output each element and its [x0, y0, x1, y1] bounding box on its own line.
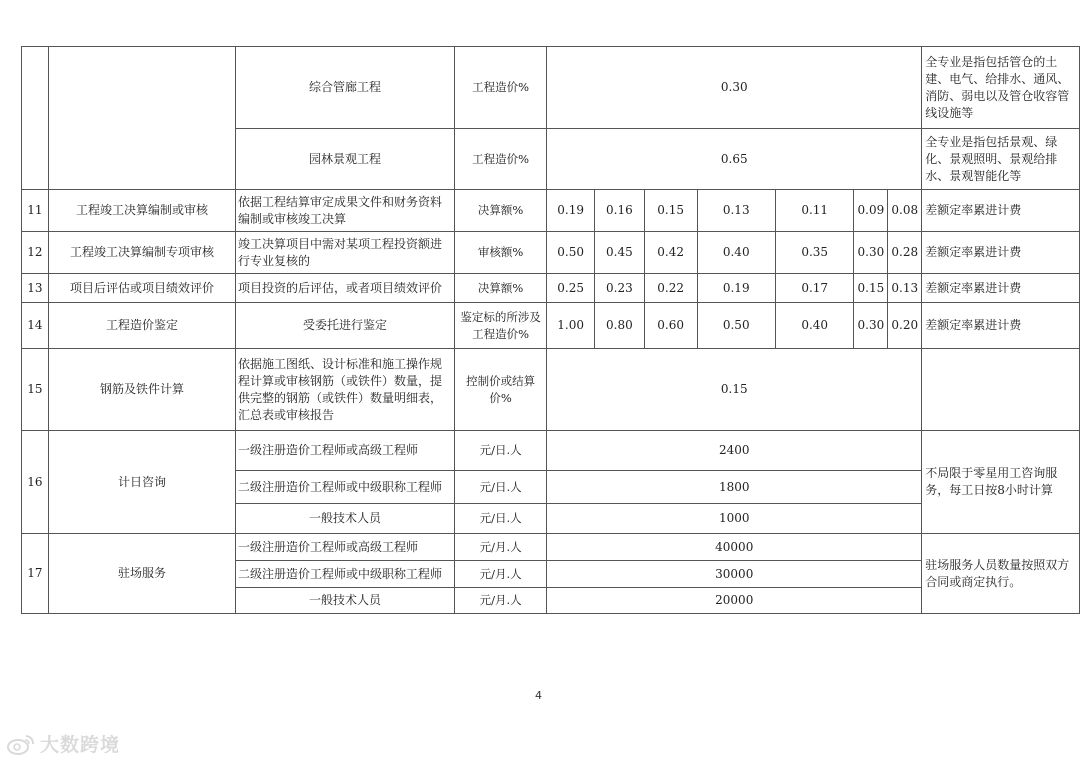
- seq-cell: 15: [22, 349, 49, 431]
- rate-cell: 0.09: [854, 190, 888, 232]
- unit-cell: 审核额%: [454, 232, 546, 274]
- rate-cell: 0.17: [775, 274, 853, 303]
- watermark-text: 大数跨境: [40, 734, 121, 756]
- unit-cell: 元/日.人: [454, 431, 546, 471]
- item-desc-cell: 一般技术人员: [236, 588, 455, 614]
- rate-cell: 0.08: [888, 190, 922, 232]
- seq-cell: 13: [22, 274, 49, 303]
- rate-cell: 0.40: [775, 303, 853, 349]
- unit-cell: 元/月.人: [454, 588, 546, 614]
- seq-cell: 14: [22, 303, 49, 349]
- item-desc-cell: 综合管廊工程: [236, 47, 455, 129]
- item-desc-cell: 一级注册造价工程师或高级工程师: [236, 431, 455, 471]
- item-desc-cell: 竣工决算项目中需对某项工程投资额进行专业复核的: [236, 232, 455, 274]
- rate-cell: 0.28: [888, 232, 922, 274]
- rate-cell: 1800: [547, 471, 922, 504]
- note-cell: 差额定率累进计费: [922, 190, 1080, 232]
- item-name-cell: [48, 47, 235, 190]
- item-desc-cell: 依据施工图纸、设计标准和施工操作规程计算或审核钢筋（或铁件）数量，提供完整的钢筋（或铁件）数量明细表，汇总表或审核报告: [236, 349, 455, 431]
- seq-cell: 11: [22, 190, 49, 232]
- rate-cell: 0.20: [888, 303, 922, 349]
- rate-cell: 0.19: [547, 190, 595, 232]
- rate-cell: 0.13: [888, 274, 922, 303]
- item-name-cell: 工程造价鉴定: [48, 303, 235, 349]
- item-name-cell: 驻场服务: [48, 534, 235, 614]
- rate-cell: 40000: [547, 534, 922, 561]
- table-row: [22, 349, 1080, 431]
- rate-cell: 0.42: [644, 232, 697, 274]
- unit-cell: 工程造价%: [454, 129, 546, 190]
- rate-cell: 0.45: [595, 232, 645, 274]
- rate-cell: 1000: [547, 504, 922, 534]
- item-desc-cell: 受委托进行鉴定: [236, 303, 455, 349]
- rate-cell: 0.19: [697, 274, 775, 303]
- rate-cell: 0.15: [854, 274, 888, 303]
- rate-cell: 0.60: [644, 303, 697, 349]
- table-row: [22, 47, 1080, 129]
- rate-cell: 0.80: [595, 303, 645, 349]
- item-name-cell: 计日咨询: [48, 431, 235, 534]
- unit-cell: 元/月.人: [454, 534, 546, 561]
- item-desc-cell: 二级注册造价工程师或中级职称工程师: [236, 561, 455, 588]
- rate-cell: 20000: [547, 588, 922, 614]
- rate-cell: 0.25: [547, 274, 595, 303]
- table-row: [22, 274, 1080, 303]
- seq-cell: 12: [22, 232, 49, 274]
- unit-cell: 决算额%: [454, 190, 546, 232]
- note-cell: 全专业是指包括管仓的土建、电气、给排水、通风、消防、弱电以及管仓收容管线设施等: [922, 47, 1080, 129]
- note-cell: 驻场服务人员数量按照双方合同或商定执行。: [922, 534, 1080, 614]
- unit-cell: 控制价或结算价%: [454, 349, 546, 431]
- rate-cell: 30000: [547, 561, 922, 588]
- rate-cell: 0.65: [547, 129, 922, 190]
- note-cell: 差额定率累进计费: [922, 303, 1080, 349]
- item-name-cell: 工程竣工决算编制或审核: [48, 190, 235, 232]
- note-cell: 差额定率累进计费: [922, 274, 1080, 303]
- rate-cell: 0.13: [697, 190, 775, 232]
- rate-cell: 0.30: [854, 232, 888, 274]
- rate-cell: 0.15: [644, 190, 697, 232]
- item-name-cell: 钢筋及铁件计算: [48, 349, 235, 431]
- table-row: [22, 431, 1080, 471]
- rate-cell: 0.30: [854, 303, 888, 349]
- rate-cell: 0.16: [595, 190, 645, 232]
- item-desc-cell: 一般技术人员: [236, 504, 455, 534]
- rate-cell: 0.11: [775, 190, 853, 232]
- seq-cell: 17: [22, 534, 49, 614]
- unit-cell: 元/日.人: [454, 504, 546, 534]
- unit-cell: 决算额%: [454, 274, 546, 303]
- rate-cell: 0.50: [547, 232, 595, 274]
- seq-cell: 16: [22, 431, 49, 534]
- note-cell: [922, 349, 1080, 431]
- weibo-logo-icon: [6, 732, 36, 756]
- rate-cell: 0.22: [644, 274, 697, 303]
- item-desc-cell: 项目投资的后评估，或者项目绩效评价: [236, 274, 455, 303]
- rate-cell: 2400: [547, 431, 922, 471]
- fee-standard-table: [21, 46, 1080, 614]
- watermark: [6, 730, 120, 757]
- rate-cell: 1.00: [547, 303, 595, 349]
- note-cell: 差额定率累进计费: [922, 232, 1080, 274]
- item-desc-cell: 二级注册造价工程师或中级职称工程师: [236, 471, 455, 504]
- seq-cell: [22, 47, 49, 190]
- item-desc-cell: 一级注册造价工程师或高级工程师: [236, 534, 455, 561]
- rate-cell: 0.40: [697, 232, 775, 274]
- rate-cell: 0.30: [547, 47, 922, 129]
- note-cell: 全专业是指包括景观、绿化、景观照明、景观给排水、景观智能化等: [922, 129, 1080, 190]
- unit-cell: 鉴定标的所涉及工程造价%: [454, 303, 546, 349]
- unit-cell: 元/日.人: [454, 471, 546, 504]
- note-cell: 不局限于零星用工咨询服务，每工日按8小时计算: [922, 431, 1080, 534]
- unit-cell: 元/月.人: [454, 561, 546, 588]
- rate-cell: 0.15: [547, 349, 922, 431]
- item-name-cell: 项目后评估或项目绩效评价: [48, 274, 235, 303]
- table-row: [22, 190, 1080, 232]
- item-desc-cell: 园林景观工程: [236, 129, 455, 190]
- table-row: [22, 303, 1080, 349]
- table-row: [22, 232, 1080, 274]
- rate-cell: 0.50: [697, 303, 775, 349]
- unit-cell: 工程造价%: [454, 47, 546, 129]
- page-number: 4: [535, 689, 542, 702]
- item-name-cell: 工程竣工决算编制专项审核: [48, 232, 235, 274]
- rate-cell: 0.35: [775, 232, 853, 274]
- item-desc-cell: 依据工程结算审定成果文件和财务资料编制或审核竣工决算: [236, 190, 455, 232]
- rate-cell: 0.23: [595, 274, 645, 303]
- table-row: [22, 534, 1080, 561]
